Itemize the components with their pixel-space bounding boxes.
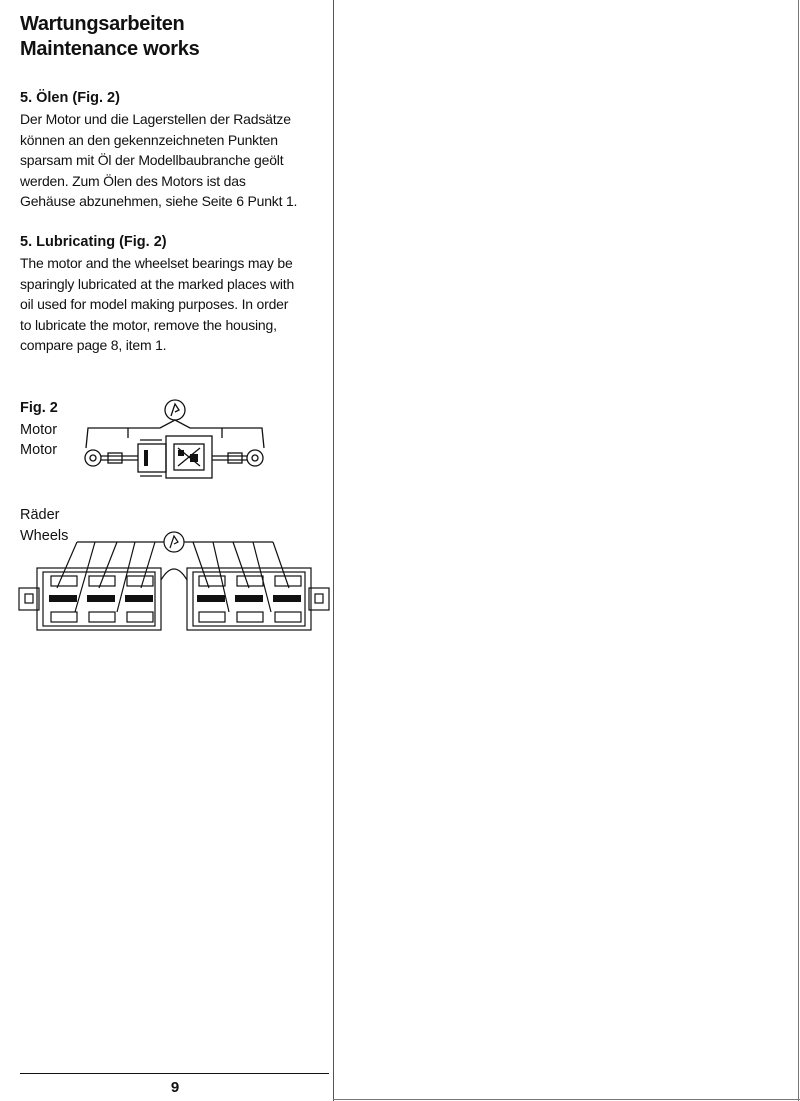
page-border-bottom bbox=[333, 1099, 800, 1100]
text-line: to lubricate the motor, remove the housing, bbox=[20, 316, 277, 333]
page-number: 9 bbox=[170, 1079, 180, 1096]
column-divider bbox=[333, 0, 334, 1101]
section-text-german bbox=[20, 109, 332, 212]
wheels-label-english: Wheels bbox=[20, 528, 69, 544]
text-line: können an den gekennzeichneten Punkten bbox=[20, 131, 278, 148]
page-title bbox=[20, 12, 199, 62]
section-text-english bbox=[20, 253, 332, 356]
text-line: werden. Zum Ölen des Motors ist das bbox=[20, 172, 246, 189]
left-column bbox=[0, 0, 333, 1101]
text-line: oil used for model making purposes. In order bbox=[20, 296, 289, 313]
footer-divider bbox=[20, 1073, 329, 1074]
motor-label-english: Motor bbox=[20, 442, 58, 458]
section-heading-english: 5. Lubricating (Fig. 2) bbox=[20, 234, 167, 250]
text-line: sparsam mit Öl der Modellbaubranche geölt bbox=[20, 152, 284, 169]
wheels-label-german: Räder bbox=[20, 507, 60, 523]
title-english: Maintenance works bbox=[20, 38, 200, 60]
motor-diagram bbox=[78, 396, 274, 482]
text-line: compare page 8, item 1. bbox=[20, 337, 167, 354]
figure-label: Fig. 2 bbox=[20, 400, 58, 416]
motor-label-german: Motor bbox=[20, 422, 58, 438]
title-german: Wartungsarbeiten bbox=[20, 13, 185, 35]
text-line: sparingly lubricated at the marked places with bbox=[20, 275, 295, 292]
page-border-right bbox=[798, 0, 799, 1101]
text-line: Der Motor und die Lagerstellen der Radsätze bbox=[20, 111, 291, 127]
text-line: Gehäuse abzunehmen, siehe Seite 6 Punkt 1. bbox=[20, 193, 298, 210]
wheels-diagram bbox=[17, 528, 333, 634]
text-line: The motor and the wheelset bearings may be bbox=[20, 255, 293, 271]
section-heading-german: 5. Ölen (Fig. 2) bbox=[20, 90, 120, 106]
